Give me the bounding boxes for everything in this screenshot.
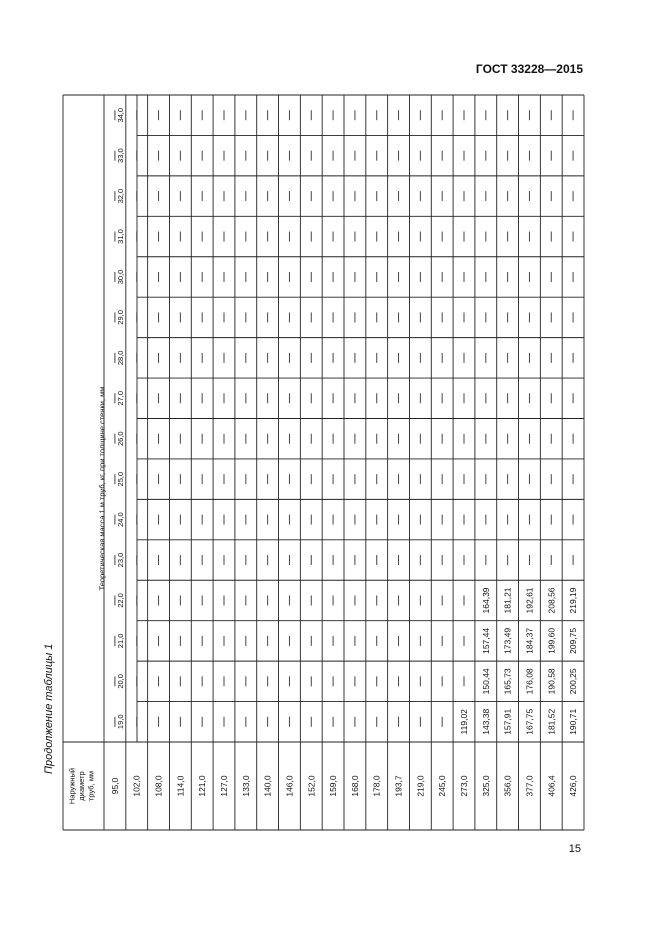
table-cell: 165,73 xyxy=(502,668,513,695)
thickness-group-header: Теоретическая масса 1 м труб, кг, при толщине стенки, мм xyxy=(97,386,107,591)
diameter-label: 219,0 xyxy=(415,775,426,797)
table-cell: 173,49 xyxy=(502,627,513,654)
thickness-label: 25,0 xyxy=(116,471,125,487)
table-cell: 176,08 xyxy=(524,668,535,695)
table-cell: 167,75 xyxy=(524,708,535,735)
thickness-label: 29,0 xyxy=(116,310,125,325)
thickness-label: 22,0 xyxy=(116,593,125,608)
table-cell: 219,19 xyxy=(568,587,579,614)
diameter-label: 146,0 xyxy=(284,775,295,797)
thickness-label: 28,0 xyxy=(116,350,125,366)
diameter-label: 140,0 xyxy=(262,775,273,797)
table-cell: 164,39 xyxy=(480,587,491,614)
thickness-label: 27,0 xyxy=(116,390,125,406)
thickness-label: 23,0 xyxy=(116,552,125,568)
diameter-label: 406,4 xyxy=(546,775,557,797)
diameter-label: 121,0 xyxy=(197,775,208,797)
table-cell: 199,60 xyxy=(546,627,557,654)
thickness-label: 30,0 xyxy=(116,269,125,285)
thickness-label: 33,0 xyxy=(116,148,125,163)
diameter-label: 114,0 xyxy=(175,775,186,797)
thickness-label: 19,0 xyxy=(116,714,125,730)
diameter-label: 95,0 xyxy=(109,777,120,795)
table-cell: 190,71 xyxy=(568,708,579,735)
thickness-label: 34,0 xyxy=(116,107,125,123)
diameter-label: 168,0 xyxy=(349,775,360,797)
diameter-label: 152,0 xyxy=(306,775,317,797)
table-cell: 184,37 xyxy=(524,627,535,654)
table-cell: 143,38 xyxy=(480,708,491,735)
diameter-label: 133,0 xyxy=(240,775,251,797)
table-cell: 157,91 xyxy=(502,708,513,735)
table-cell: 181,52 xyxy=(546,708,557,735)
diameter-label: 127,0 xyxy=(219,775,229,797)
table-cell: 150,44 xyxy=(480,668,491,695)
table-cell: 190,58 xyxy=(546,668,557,695)
diameter-label: 426,0 xyxy=(568,775,579,797)
standard-number: ГОСТ 33228—2015 xyxy=(475,62,583,76)
thickness-label: 24,0 xyxy=(116,512,125,527)
diameter-label: 273,0 xyxy=(459,775,469,797)
thickness-label: 31,0 xyxy=(116,229,125,244)
thickness-label: 21,0 xyxy=(116,633,125,649)
thickness-label: 26,0 xyxy=(116,431,125,447)
diameter-label: 245,0 xyxy=(437,775,448,797)
diameter-label: 377,0 xyxy=(524,775,535,797)
diameter-label: 178,0 xyxy=(371,775,382,797)
diameter-label: 159,0 xyxy=(328,775,339,797)
table-cell: 209,75 xyxy=(568,627,579,654)
table-cell: 119,02 xyxy=(459,709,469,735)
thickness-label: 20,0 xyxy=(116,674,125,689)
diameter-header: Наружныйдиаметртруб, мм xyxy=(67,767,96,805)
table-caption: Продолжение таблицы 1 xyxy=(43,643,55,774)
table-cell: 157,44 xyxy=(480,627,491,654)
page-number: 15 xyxy=(568,843,581,855)
diameter-label: 325,0 xyxy=(480,775,491,797)
diameter-label: 108,0 xyxy=(153,775,164,797)
table-cell: 208,56 xyxy=(546,587,557,614)
table-cell: 200,25 xyxy=(568,668,579,695)
table-cell: 192,61 xyxy=(524,587,535,614)
thickness-label: 32,0 xyxy=(116,188,125,204)
table-cell: 181,21 xyxy=(502,587,513,614)
diameter-label: 356,0 xyxy=(502,775,513,797)
diameter-label: 193,7 xyxy=(393,775,404,797)
diameter-label: 102,0 xyxy=(131,775,142,797)
